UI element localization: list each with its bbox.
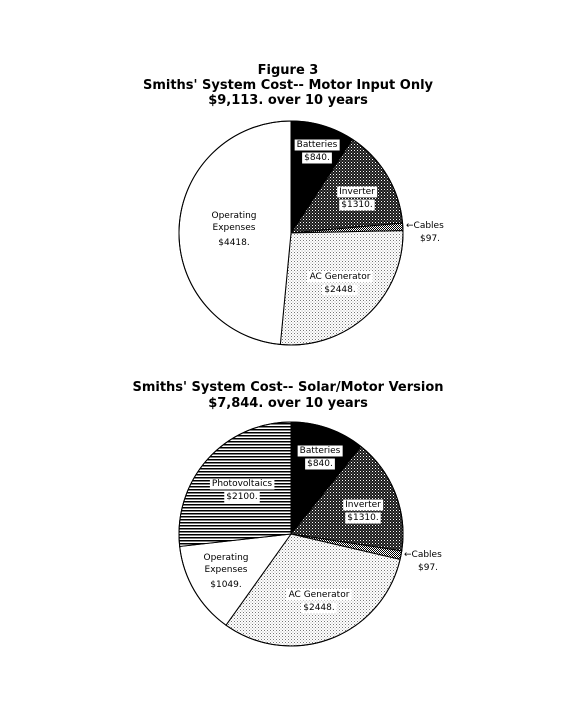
label-batteries-value: $840. (304, 153, 330, 163)
label-cables-name: ←Cables (406, 221, 444, 231)
pie-chart-motor-only (179, 121, 444, 345)
label-inverter-value: $1310. (347, 513, 379, 523)
label-batteries-name: Batteries (299, 446, 341, 456)
label-inverter-name: Inverter (345, 500, 381, 510)
label-batteries-name: Batteries (296, 140, 338, 150)
pie-chart-solar-motor (179, 422, 442, 646)
label-operating-expenses-line1: Operating (203, 553, 249, 563)
label-batteries-value: $840. (307, 459, 333, 469)
label-inverter-name: Inverter (339, 187, 375, 197)
label-cables-name: ←Cables (404, 550, 442, 560)
label-inverter-value: $1310. (341, 200, 373, 210)
label-photovoltaics-value: $2100. (226, 492, 258, 502)
label-operating-expenses-line1: Operating (211, 211, 257, 221)
label-ac-generator-name: AC Generator (288, 590, 350, 600)
label-cables-value: $97. (418, 563, 439, 573)
label-ac-generator-value: $2448. (303, 603, 335, 613)
label-photovoltaics-name: Photovoltaics (211, 479, 273, 489)
label-operating-expenses-value: $1049. (210, 580, 242, 590)
label-operating-expenses-line2: Expenses (204, 565, 248, 575)
figure-label: Figure 3 (257, 63, 319, 78)
chart-1-subtitle: $9,113. over 10 years (208, 93, 368, 108)
label-ac-generator-name: AC Generator (309, 272, 371, 282)
chart-2-title: Smiths' System Cost-- Solar/Motor Version (132, 380, 444, 395)
chart-2-subtitle: $7,844. over 10 years (208, 396, 368, 411)
label-cables-value: $97. (420, 234, 441, 244)
label-ac-generator-value: $2448. (324, 285, 356, 295)
chart-1-title: Smiths' System Cost-- Motor Input Only (142, 78, 434, 93)
label-operating-expenses-value: $4418. (218, 238, 250, 248)
label-operating-expenses-line2: Expenses (212, 223, 256, 233)
